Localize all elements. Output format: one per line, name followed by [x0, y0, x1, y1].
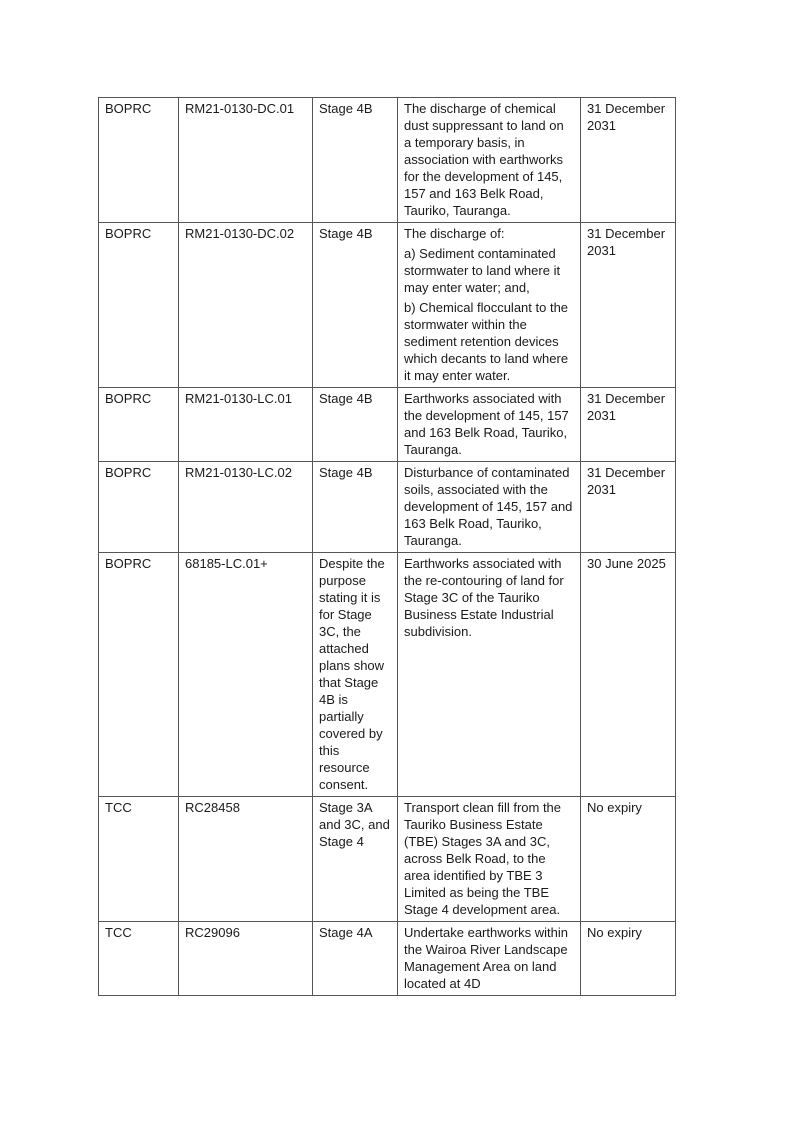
- description-cell: [398, 388, 581, 462]
- description-cell: [398, 98, 581, 223]
- table-row: [99, 223, 676, 388]
- description-cell: [398, 462, 581, 553]
- authority-cell: BOPRC: [99, 223, 179, 388]
- description-paragraph: Earthworks associated with the re-contouring of land for Stage 3C of the Tauriko Business Estate Industrial subdivision.: [404, 556, 564, 639]
- stage-cell: Stage 4B: [313, 462, 398, 553]
- authority-cell: TCC: [99, 797, 179, 922]
- consent-reference-cell: RM21-0130-LC.01: [179, 388, 313, 462]
- description-cell: [398, 797, 581, 922]
- stage-cell: Stage 4B: [313, 98, 398, 223]
- stage-cell: Stage 4B: [313, 223, 398, 388]
- stage-cell: Despite the purpose stating it is for Stage 3C, the attached plans show that Stage 4B is partially covered by this resource consent.: [313, 553, 398, 797]
- expiry-cell: 31 December 2031: [581, 388, 676, 462]
- stage-cell: Stage 4B: [313, 388, 398, 462]
- expiry-cell: 31 December 2031: [581, 98, 676, 223]
- authority-cell: BOPRC: [99, 553, 179, 797]
- consent-reference-cell: RC29096: [179, 922, 313, 996]
- authority-cell: BOPRC: [99, 98, 179, 223]
- stage-cell: Stage 4A: [313, 922, 398, 996]
- authority-cell: BOPRC: [99, 462, 179, 553]
- table-row: [99, 388, 676, 462]
- description-cell: [398, 553, 581, 797]
- authority-cell: TCC: [99, 922, 179, 996]
- consent-reference-cell: RM21-0130-LC.02: [179, 462, 313, 553]
- consent-reference-cell: RM21-0130-DC.01: [179, 98, 313, 223]
- table-row: [99, 797, 676, 922]
- consent-reference-cell: RM21-0130-DC.02: [179, 223, 313, 388]
- consents-table: [98, 97, 676, 996]
- expiry-cell: 30 June 2025: [581, 553, 676, 797]
- table-row: [99, 922, 676, 996]
- description-cell: [398, 223, 581, 388]
- description-paragraph: The discharge of chemical dust suppressant to land on a temporary basis, in association with earthworks for the development of 145, 157 and 163 Belk Road, Tauriko, Tauranga.: [404, 101, 564, 218]
- description-paragraph: Earthworks associated with the development of 145, 157 and 163 Belk Road, Tauriko, Tauranga.: [404, 391, 569, 457]
- description-paragraph: a) Sediment contaminated stormwater to land where it may enter water; and,: [404, 246, 561, 295]
- table-row: [99, 553, 676, 797]
- expiry-cell: 31 December 2031: [581, 462, 676, 553]
- description-paragraph: Undertake earthworks within the Wairoa River Landscape Management Area on land located at 4D: [404, 925, 569, 991]
- expiry-cell: No expiry: [581, 922, 676, 996]
- table-row: [99, 98, 676, 223]
- consent-reference-cell: RC28458: [179, 797, 313, 922]
- description-paragraph: The discharge of:: [404, 226, 505, 241]
- expiry-cell: No expiry: [581, 797, 676, 922]
- expiry-cell: 31 December 2031: [581, 223, 676, 388]
- description-paragraph: Disturbance of contaminated soils, associated with the development of 145, 157 and 163 Belk Road, Tauriko, Tauranga.: [404, 465, 573, 548]
- consents-table-body: [99, 98, 676, 996]
- table-row: [99, 462, 676, 553]
- description-paragraph: Transport clean fill from the Tauriko Business Estate (TBE) Stages 3A and 3C, across Belk Road, to the area identified by TBE 3 Limited as being the TBE Stage 4 development area.: [404, 800, 562, 917]
- authority-cell: BOPRC: [99, 388, 179, 462]
- consent-reference-cell: 68185-LC.01+: [179, 553, 313, 797]
- description-paragraph: b) Chemical flocculant to the stormwater within the sediment retention devices which decants to land where it may enter water.: [404, 300, 569, 383]
- description-cell: [398, 922, 581, 996]
- stage-cell: Stage 3A and 3C, and Stage 4: [313, 797, 398, 922]
